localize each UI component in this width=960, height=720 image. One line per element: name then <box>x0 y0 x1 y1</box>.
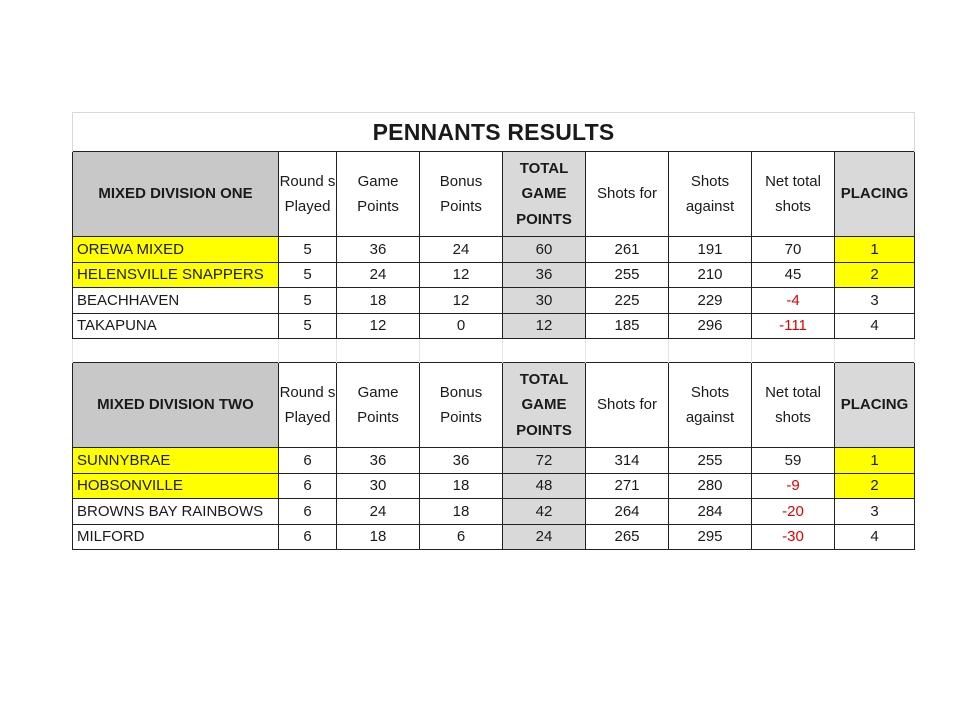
division-header-row <box>73 363 915 448</box>
table-row <box>73 262 915 288</box>
rounds-played-cell: 6 <box>279 499 337 525</box>
header-total-game-points: TOTAL GAME POINTS <box>503 363 586 448</box>
game-points-cell: 24 <box>337 262 420 288</box>
header-bonus-points: Bonus Points <box>420 152 503 237</box>
placing-cell: 4 <box>835 524 915 550</box>
placing-cell: 1 <box>835 237 915 263</box>
game-points-cell: 36 <box>337 448 420 474</box>
rounds-played-cell: 6 <box>279 448 337 474</box>
shots-against-cell: 296 <box>669 313 752 339</box>
table-row <box>73 448 915 474</box>
net-total-shots-cell: 70 <box>752 237 835 263</box>
team-name: TAKAPUNA <box>73 313 279 339</box>
header-shots-for: Shots for <box>586 363 669 448</box>
total-game-points-cell: 12 <box>503 313 586 339</box>
spacer-row <box>73 339 915 363</box>
shots-for-cell: 264 <box>586 499 669 525</box>
total-game-points-cell: 60 <box>503 237 586 263</box>
rounds-played-cell: 6 <box>279 524 337 550</box>
bonus-points-cell: 6 <box>420 524 503 550</box>
rounds-played-cell: 5 <box>279 262 337 288</box>
placing-cell: 2 <box>835 262 915 288</box>
team-name: BROWNS BAY RAINBOWS <box>73 499 279 525</box>
shots-against-cell: 255 <box>669 448 752 474</box>
table-row <box>73 473 915 499</box>
shots-for-cell: 261 <box>586 237 669 263</box>
rounds-played-cell: 6 <box>279 473 337 499</box>
header-game-points: Game Points <box>337 152 420 237</box>
bonus-points-cell: 24 <box>420 237 503 263</box>
table-row <box>73 313 915 339</box>
shots-for-cell: 314 <box>586 448 669 474</box>
total-game-points-cell: 30 <box>503 288 586 314</box>
bonus-points-cell: 12 <box>420 288 503 314</box>
team-name: HOBSONVILLE <box>73 473 279 499</box>
rounds-played-cell: 5 <box>279 313 337 339</box>
shots-for-cell: 185 <box>586 313 669 339</box>
net-total-shots-cell: -20 <box>752 499 835 525</box>
bonus-points-cell: 18 <box>420 473 503 499</box>
net-total-shots-cell: -30 <box>752 524 835 550</box>
results-table <box>72 112 915 550</box>
header-net-total-shots: Net total shots <box>752 152 835 237</box>
shots-against-cell: 284 <box>669 499 752 525</box>
net-total-shots-cell: 45 <box>752 262 835 288</box>
team-name: HELENSVILLE SNAPPERS <box>73 262 279 288</box>
game-points-cell: 18 <box>337 288 420 314</box>
total-game-points-cell: 42 <box>503 499 586 525</box>
table-row <box>73 237 915 263</box>
header-placing: PLACING <box>835 152 915 237</box>
team-name: MILFORD <box>73 524 279 550</box>
bonus-points-cell: 36 <box>420 448 503 474</box>
team-name: BEACHHAVEN <box>73 288 279 314</box>
bonus-points-cell: 18 <box>420 499 503 525</box>
page-title: PENNANTS RESULTS <box>73 113 915 152</box>
header-rounds-played: Round s Played <box>279 152 337 237</box>
game-points-cell: 18 <box>337 524 420 550</box>
net-total-shots-cell: -9 <box>752 473 835 499</box>
game-points-cell: 12 <box>337 313 420 339</box>
shots-against-cell: 210 <box>669 262 752 288</box>
division-name: MIXED DIVISION TWO <box>73 363 279 448</box>
net-total-shots-cell: -111 <box>752 313 835 339</box>
pennants-results-sheet <box>72 112 914 550</box>
table-row <box>73 524 915 550</box>
placing-cell: 4 <box>835 313 915 339</box>
header-shots-for: Shots for <box>586 152 669 237</box>
header-total-game-points: TOTAL GAME POINTS <box>503 152 586 237</box>
team-name: SUNNYBRAE <box>73 448 279 474</box>
header-game-points: Game Points <box>337 363 420 448</box>
game-points-cell: 24 <box>337 499 420 525</box>
net-total-shots-cell: 59 <box>752 448 835 474</box>
shots-against-cell: 229 <box>669 288 752 314</box>
shots-for-cell: 265 <box>586 524 669 550</box>
total-game-points-cell: 48 <box>503 473 586 499</box>
header-net-total-shots: Net total shots <box>752 363 835 448</box>
header-rounds-played: Round s Played <box>279 363 337 448</box>
header-shots-against: Shots against <box>669 152 752 237</box>
division-header-row <box>73 152 915 237</box>
shots-against-cell: 191 <box>669 237 752 263</box>
shots-against-cell: 295 <box>669 524 752 550</box>
placing-cell: 3 <box>835 288 915 314</box>
placing-cell: 2 <box>835 473 915 499</box>
game-points-cell: 30 <box>337 473 420 499</box>
rounds-played-cell: 5 <box>279 288 337 314</box>
table-row <box>73 288 915 314</box>
placing-cell: 1 <box>835 448 915 474</box>
net-total-shots-cell: -4 <box>752 288 835 314</box>
shots-for-cell: 255 <box>586 262 669 288</box>
bonus-points-cell: 12 <box>420 262 503 288</box>
game-points-cell: 36 <box>337 237 420 263</box>
rounds-played-cell: 5 <box>279 237 337 263</box>
placing-cell: 3 <box>835 499 915 525</box>
header-placing: PLACING <box>835 363 915 448</box>
total-game-points-cell: 24 <box>503 524 586 550</box>
shots-for-cell: 271 <box>586 473 669 499</box>
team-name: OREWA MIXED <box>73 237 279 263</box>
total-game-points-cell: 36 <box>503 262 586 288</box>
bonus-points-cell: 0 <box>420 313 503 339</box>
shots-against-cell: 280 <box>669 473 752 499</box>
shots-for-cell: 225 <box>586 288 669 314</box>
division-name: MIXED DIVISION ONE <box>73 152 279 237</box>
header-bonus-points: Bonus Points <box>420 363 503 448</box>
header-shots-against: Shots against <box>669 363 752 448</box>
total-game-points-cell: 72 <box>503 448 586 474</box>
table-row <box>73 499 915 525</box>
